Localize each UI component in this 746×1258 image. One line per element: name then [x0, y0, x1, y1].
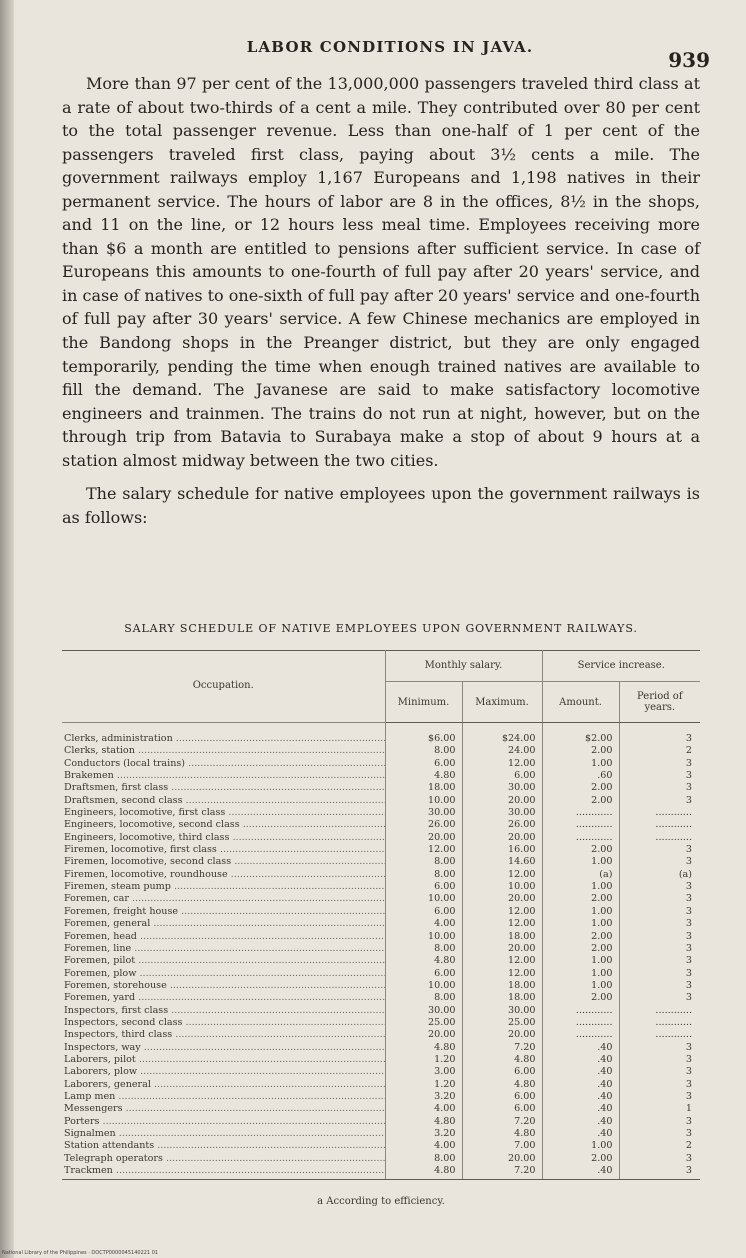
cell-occupation — [62, 1017, 385, 1029]
occupation-label: Foremen, head ..... — [64, 931, 385, 942]
table-row — [62, 770, 700, 782]
cell-minimum: 4.00 — [385, 918, 462, 930]
cell-occupation — [62, 906, 385, 918]
cell-amount: 2.00 — [542, 844, 619, 856]
cell-occupation — [62, 1066, 385, 1078]
cell-amount: $2.00 — [542, 723, 619, 746]
table-row — [62, 844, 700, 856]
cell-minimum: 8.00 — [385, 1153, 462, 1165]
cell-occupation — [62, 758, 385, 770]
cell-amount: .40 — [542, 1066, 619, 1078]
header-service-increase: Service increase. — [542, 651, 700, 682]
occupation-label: Firemen, steam pump ..... — [64, 881, 385, 892]
table-row — [62, 807, 700, 819]
cell-amount: 1.00 — [542, 1140, 619, 1152]
cell-maximum: 20.00 — [462, 943, 542, 955]
cell-minimum: 4.80 — [385, 1116, 462, 1128]
table-row — [62, 1029, 700, 1041]
cell-occupation — [62, 782, 385, 794]
cell-amount: 1.00 — [542, 856, 619, 868]
cell-occupation — [62, 770, 385, 782]
cell-amount: 2.00 — [542, 782, 619, 794]
cell-occupation — [62, 881, 385, 893]
table-row — [62, 906, 700, 918]
cell-period: ............ — [619, 832, 700, 844]
cell-minimum: $6.00 — [385, 723, 462, 746]
cell-period: 3 — [619, 723, 700, 746]
cell-occupation — [62, 869, 385, 881]
cell-maximum: 16.00 — [462, 844, 542, 856]
cell-occupation — [62, 1103, 385, 1115]
cell-amount: 1.00 — [542, 955, 619, 967]
cell-amount: .40 — [542, 1079, 619, 1091]
cell-maximum: 12.00 — [462, 955, 542, 967]
occupation-label: Trackmen ..... — [64, 1165, 385, 1176]
cell-period: 3 — [619, 980, 700, 992]
cell-maximum: 25.00 — [462, 1017, 542, 1029]
cell-period: 3 — [619, 943, 700, 955]
table-row — [62, 918, 700, 930]
cell-period: 3 — [619, 1116, 700, 1128]
cell-occupation — [62, 955, 385, 967]
cell-period: 2 — [619, 1140, 700, 1152]
cell-amount: 2.00 — [542, 893, 619, 905]
cell-minimum: 26.00 — [385, 819, 462, 831]
occupation-label: Clerks, administration ..... — [64, 733, 385, 744]
cell-period: ............ — [619, 1005, 700, 1017]
cell-occupation — [62, 807, 385, 819]
cell-period: (a) — [619, 869, 700, 881]
cell-period: 3 — [619, 1165, 700, 1180]
cell-maximum: 6.00 — [462, 770, 542, 782]
cell-occupation — [62, 1128, 385, 1140]
cell-maximum: 6.00 — [462, 1091, 542, 1103]
cell-occupation — [62, 1029, 385, 1041]
cell-amount: .40 — [542, 1103, 619, 1115]
cell-occupation — [62, 856, 385, 868]
cell-amount: .40 — [542, 1165, 619, 1180]
table-row — [62, 856, 700, 868]
occupation-label: Station attendants ..... — [64, 1140, 385, 1151]
table-row — [62, 980, 700, 992]
table-row — [62, 758, 700, 770]
cell-maximum: 18.00 — [462, 992, 542, 1004]
occupation-label: Engineers, locomotive, second class ..... — [64, 819, 385, 830]
cell-maximum: 6.00 — [462, 1103, 542, 1115]
cell-amount: 1.00 — [542, 881, 619, 893]
occupation-label: Porters ..... — [64, 1116, 385, 1127]
header-amount: Amount. — [542, 682, 619, 723]
table-row — [62, 943, 700, 955]
cell-amount: 1.00 — [542, 918, 619, 930]
table-row — [62, 1066, 700, 1078]
footnote: a According to efficiency. — [317, 1196, 445, 1207]
cell-maximum: 7.20 — [462, 1165, 542, 1180]
occupation-label: Firemen, locomotive, first class ..... — [64, 844, 385, 855]
cell-amount: ............ — [542, 832, 619, 844]
cell-minimum: 3.00 — [385, 1066, 462, 1078]
cell-maximum: 18.00 — [462, 980, 542, 992]
cell-amount: ............ — [542, 1017, 619, 1029]
paragraph-2: The salary schedule for native employees upon the government railways is as follows: — [62, 484, 700, 527]
cell-occupation — [62, 1079, 385, 1091]
cell-minimum: 10.00 — [385, 893, 462, 905]
cell-minimum: 6.00 — [385, 881, 462, 893]
table-row — [62, 881, 700, 893]
occupation-label: Foremen, plow ..... — [64, 968, 385, 979]
salary-schedule-table — [62, 650, 700, 1180]
occupation-label: Foremen, storehouse ..... — [64, 980, 385, 991]
occupation-label: Inspectors, way ..... — [64, 1042, 385, 1053]
cell-amount: 2.00 — [542, 992, 619, 1004]
cell-occupation — [62, 980, 385, 992]
table-row — [62, 723, 700, 746]
cell-amount: .40 — [542, 1116, 619, 1128]
cell-minimum: 10.00 — [385, 931, 462, 943]
salary-table-body — [62, 723, 700, 1180]
cell-period: 3 — [619, 770, 700, 782]
table-row — [62, 782, 700, 794]
cell-minimum: 12.00 — [385, 844, 462, 856]
cell-maximum: 14.60 — [462, 856, 542, 868]
cell-minimum: 8.00 — [385, 745, 462, 757]
occupation-label: Lamp men ..... — [64, 1091, 385, 1102]
table-row — [62, 869, 700, 881]
table-row — [62, 1153, 700, 1165]
cell-occupation — [62, 943, 385, 955]
occupation-label: Clerks, station ..... — [64, 745, 385, 756]
cell-minimum: 8.00 — [385, 856, 462, 868]
table-row — [62, 1116, 700, 1128]
cell-period: 3 — [619, 955, 700, 967]
table-row — [62, 745, 700, 757]
cell-period: 1 — [619, 1103, 700, 1115]
occupation-label: Inspectors, first class ..... — [64, 1005, 385, 1016]
cell-maximum: 12.00 — [462, 906, 542, 918]
cell-amount: 2.00 — [542, 795, 619, 807]
cell-amount: ............ — [542, 807, 619, 819]
cell-period: 3 — [619, 758, 700, 770]
occupation-label: Telegraph operators ..... — [64, 1153, 385, 1164]
cell-amount: 2.00 — [542, 745, 619, 757]
cell-occupation — [62, 1091, 385, 1103]
occupation-label: Engineers, locomotive, third class ..... — [64, 832, 385, 843]
occupation-label: Laborers, plow ..... — [64, 1066, 385, 1077]
cell-maximum: 30.00 — [462, 807, 542, 819]
cell-occupation — [62, 795, 385, 807]
table-row — [62, 1103, 700, 1115]
cell-maximum: 20.00 — [462, 1029, 542, 1041]
cell-minimum: 3.20 — [385, 1091, 462, 1103]
cell-period: 3 — [619, 893, 700, 905]
cell-minimum: 4.00 — [385, 1103, 462, 1115]
cell-period: 3 — [619, 1091, 700, 1103]
table-row — [62, 992, 700, 1004]
cell-minimum: 18.00 — [385, 782, 462, 794]
cell-period: ............ — [619, 1029, 700, 1041]
page-number: 939 — [668, 48, 710, 72]
cell-amount: .40 — [542, 1091, 619, 1103]
occupation-label: Foremen, car ..... — [64, 893, 385, 904]
cell-maximum: 7.20 — [462, 1116, 542, 1128]
table-row — [62, 1005, 700, 1017]
cell-period: 3 — [619, 856, 700, 868]
cell-amount: .60 — [542, 770, 619, 782]
occupation-label: Draftsmen, second class ..... — [64, 795, 385, 806]
cell-minimum: 30.00 — [385, 1005, 462, 1017]
table-row — [62, 1017, 700, 1029]
cell-period: 3 — [619, 931, 700, 943]
table-row — [62, 1091, 700, 1103]
cell-minimum: 8.00 — [385, 943, 462, 955]
cell-period: ............ — [619, 819, 700, 831]
cell-minimum: 1.20 — [385, 1054, 462, 1066]
cell-occupation — [62, 723, 385, 746]
cell-occupation — [62, 893, 385, 905]
cell-amount: 1.00 — [542, 980, 619, 992]
cell-minimum: 4.80 — [385, 955, 462, 967]
header-monthly-salary: Monthly salary. — [385, 651, 542, 682]
occupation-label: Firemen, locomotive, roundhouse ..... — [64, 869, 385, 880]
table-row — [62, 1128, 700, 1140]
cell-occupation — [62, 819, 385, 831]
cell-period: 3 — [619, 1128, 700, 1140]
cell-period: 3 — [619, 1054, 700, 1066]
cell-minimum: 10.00 — [385, 980, 462, 992]
cell-minimum: 6.00 — [385, 968, 462, 980]
cell-maximum: 20.00 — [462, 1153, 542, 1165]
occupation-label: Conductors (local trains) ..... — [64, 758, 385, 769]
cell-occupation — [62, 745, 385, 757]
cell-maximum: 12.00 — [462, 869, 542, 881]
cell-occupation — [62, 968, 385, 980]
cell-minimum: 20.00 — [385, 832, 462, 844]
occupation-label: Signalmen ..... — [64, 1128, 385, 1139]
table-row — [62, 893, 700, 905]
header-period: Period of years. — [619, 682, 700, 723]
occupation-label: Laborers, general ..... — [64, 1079, 385, 1090]
table-row — [62, 1042, 700, 1054]
cell-occupation — [62, 1054, 385, 1066]
cell-amount: 2.00 — [542, 943, 619, 955]
cell-maximum: 12.00 — [462, 968, 542, 980]
cell-occupation — [62, 992, 385, 1004]
occupation-label: Foremen, general ..... — [64, 918, 385, 929]
cell-amount: 1.00 — [542, 758, 619, 770]
table-row — [62, 795, 700, 807]
cell-occupation — [62, 844, 385, 856]
cell-minimum: 1.20 — [385, 1079, 462, 1091]
cell-amount: .40 — [542, 1128, 619, 1140]
cell-occupation — [62, 1153, 385, 1165]
cell-occupation — [62, 918, 385, 930]
cell-period: 3 — [619, 1153, 700, 1165]
running-title: LABOR CONDITIONS IN JAVA. — [246, 38, 534, 56]
cell-maximum: 4.80 — [462, 1054, 542, 1066]
table-row — [62, 931, 700, 943]
table-row — [62, 955, 700, 967]
cell-amount: ............ — [542, 1029, 619, 1041]
cell-period: 3 — [619, 968, 700, 980]
cell-amount: (a) — [542, 869, 619, 881]
occupation-label: Engineers, locomotive, first class ..... — [64, 807, 385, 818]
occupation-label: Laborers, pilot ..... — [64, 1054, 385, 1065]
cell-minimum: 6.00 — [385, 758, 462, 770]
occupation-label: Draftsmen, first class ..... — [64, 782, 385, 793]
scan-footer: National Library of the Philippines · DOCTP0000045140221 01 — [2, 1250, 159, 1256]
table-row — [62, 1054, 700, 1066]
cell-maximum: 12.00 — [462, 758, 542, 770]
cell-minimum: 4.80 — [385, 770, 462, 782]
cell-period: 3 — [619, 906, 700, 918]
occupation-label: Foremen, pilot ..... — [64, 955, 385, 966]
cell-period: 2 — [619, 745, 700, 757]
cell-period: 3 — [619, 782, 700, 794]
cell-minimum: 30.00 — [385, 807, 462, 819]
cell-maximum: 12.00 — [462, 918, 542, 930]
cell-period: 3 — [619, 1066, 700, 1078]
cell-amount: ............ — [542, 1005, 619, 1017]
cell-minimum: 8.00 — [385, 869, 462, 881]
table-row — [62, 832, 700, 844]
cell-period: 3 — [619, 881, 700, 893]
occupation-label: Foremen, yard ..... — [64, 992, 385, 1003]
page-edge-shadow — [0, 0, 14, 1258]
cell-maximum: 7.20 — [462, 1042, 542, 1054]
cell-amount: 2.00 — [542, 1153, 619, 1165]
occupation-label: Foremen, line ..... — [64, 943, 385, 954]
cell-maximum: 4.80 — [462, 1079, 542, 1091]
cell-maximum: 10.00 — [462, 881, 542, 893]
body-text — [62, 72, 700, 529]
cell-maximum: 18.00 — [462, 931, 542, 943]
cell-maximum: 30.00 — [462, 782, 542, 794]
cell-maximum: 30.00 — [462, 1005, 542, 1017]
cell-amount: .40 — [542, 1042, 619, 1054]
cell-amount: 1.00 — [542, 906, 619, 918]
cell-occupation — [62, 1165, 385, 1180]
cell-period: ............ — [619, 1017, 700, 1029]
cell-occupation — [62, 1116, 385, 1128]
paragraph-1: More than 97 per cent of the 13,000,000 passengers traveled third class at a rate of about two-thirds of a cent a mile. They contributed over 80 per cent to the total passenger revenue. Less than one-half of 1 per cent of the passengers traveled first class, paying about 3½ cents a mile. The government railways employ 1,167 Europeans and 1,198 natives in their permanent service. The hours of labor are 8 in the offices, 8½ in the shops, and 11 on the line, or 12 hours less meal time. Employees receiving more than $6 a month are entitled to pensions after sufficient service. In case of Europeans this amounts to one-fourth of full pay after 20 years' service, and in case of natives to one-sixth of full pay after 20 years' service and one-fourth of full pay after 30 years' service. A few Chinese mechanics are employed in the Bandong shops in the Preanger district, but they are only engaged temporarily, pending the time when enough trained natives are available to fill the demand. The Javanese are said to make satisfactory locomotive engineers and trainmen. The trains do not run at night, however, but on the through trip from Batavia to Surabaya make a stop of about 9 hours at a station almost midway between the two cities. — [62, 74, 700, 470]
table-row — [62, 1140, 700, 1152]
header-minimum: Minimum. — [385, 682, 462, 723]
cell-minimum: 8.00 — [385, 992, 462, 1004]
table-row — [62, 1079, 700, 1091]
cell-minimum: 25.00 — [385, 1017, 462, 1029]
table-title: SALARY SCHEDULE OF NATIVE EMPLOYEES UPON GOVERNMENT RAILWAYS. — [124, 622, 638, 635]
cell-occupation — [62, 1042, 385, 1054]
cell-maximum: 4.80 — [462, 1128, 542, 1140]
cell-amount: 2.00 — [542, 931, 619, 943]
cell-period: ............ — [619, 807, 700, 819]
cell-occupation — [62, 1005, 385, 1017]
cell-maximum: 7.00 — [462, 1140, 542, 1152]
cell-minimum: 4.80 — [385, 1042, 462, 1054]
table-row — [62, 968, 700, 980]
cell-occupation — [62, 931, 385, 943]
occupation-label: Brakemen ..... — [64, 770, 385, 781]
table-row — [62, 1165, 700, 1180]
cell-minimum: 20.00 — [385, 1029, 462, 1041]
cell-period: 3 — [619, 992, 700, 1004]
cell-maximum: 20.00 — [462, 795, 542, 807]
cell-maximum: 26.00 — [462, 819, 542, 831]
cell-maximum: 6.00 — [462, 1066, 542, 1078]
cell-maximum: 20.00 — [462, 832, 542, 844]
cell-occupation — [62, 1140, 385, 1152]
occupation-label: Foremen, freight house ..... — [64, 906, 385, 917]
page-header — [70, 38, 710, 70]
occupation-label: Inspectors, third class ..... — [64, 1029, 385, 1040]
cell-occupation — [62, 832, 385, 844]
cell-minimum: 10.00 — [385, 795, 462, 807]
table-row — [62, 819, 700, 831]
cell-amount: 1.00 — [542, 968, 619, 980]
header-maximum: Maximum. — [462, 682, 542, 723]
cell-period: 3 — [619, 1042, 700, 1054]
cell-minimum: 4.00 — [385, 1140, 462, 1152]
cell-period: 3 — [619, 844, 700, 856]
cell-period: 3 — [619, 795, 700, 807]
occupation-label: Inspectors, second class ..... — [64, 1017, 385, 1028]
cell-maximum: 20.00 — [462, 893, 542, 905]
occupation-label: Messengers ..... — [64, 1103, 385, 1114]
cell-period: 3 — [619, 918, 700, 930]
header-occupation: Occupation. — [62, 651, 385, 723]
cell-minimum: 4.80 — [385, 1165, 462, 1180]
cell-maximum: $24.00 — [462, 723, 542, 746]
occupation-label: Firemen, locomotive, second class ..... — [64, 856, 385, 867]
cell-amount: ............ — [542, 819, 619, 831]
cell-amount: .40 — [542, 1054, 619, 1066]
cell-minimum: 6.00 — [385, 906, 462, 918]
cell-maximum: 24.00 — [462, 745, 542, 757]
cell-period: 3 — [619, 1079, 700, 1091]
cell-minimum: 3.20 — [385, 1128, 462, 1140]
